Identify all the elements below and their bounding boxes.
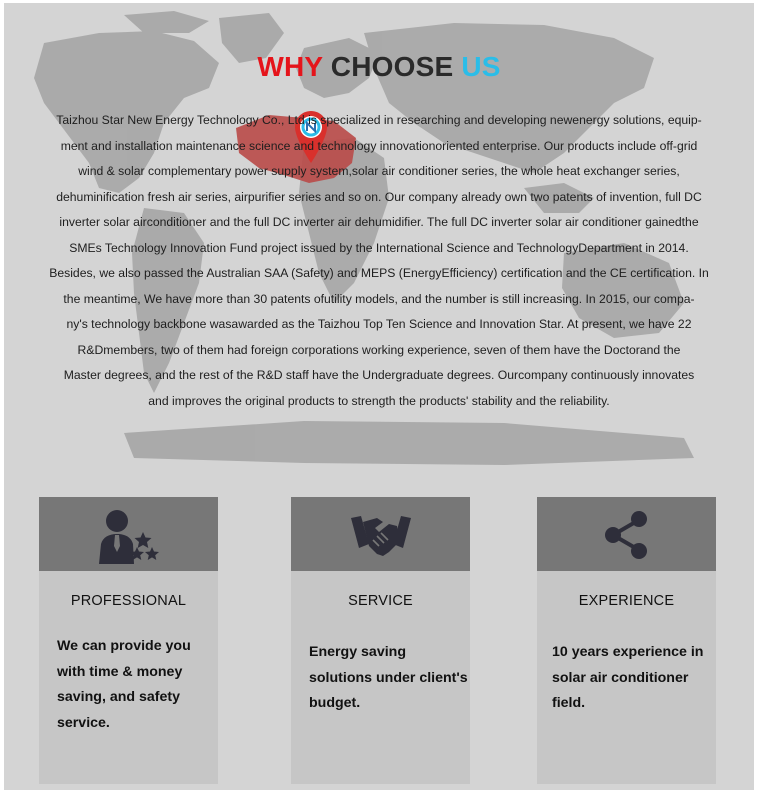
card-text-line: field.: [552, 695, 586, 711]
card-text-line: solar air conditioner: [552, 669, 689, 686]
card-experience: [537, 497, 716, 784]
intro-line: R&Dmembers, two of them had foreign corporations working experience, seven of them have the Doctorand the: [77, 342, 681, 357]
card-text-line: Energy saving: [309, 644, 406, 660]
card-header: [291, 497, 470, 571]
card-text-line: with time & money: [57, 663, 183, 680]
share-icon: [595, 504, 659, 566]
card-description: [57, 634, 191, 736]
person-stars-icon: [97, 504, 161, 566]
card-service: [291, 497, 470, 784]
intro-line: Master degrees, and the rest of the R&D staff have the Undergraduate degrees. Ourcompany continuously innovates: [63, 368, 695, 382]
card-header: [39, 497, 218, 571]
intro-line: the meantime, We have more than 30 patents ofutility models, and the number is still increasing. In 2015, our compa-: [63, 291, 695, 306]
intro-line: SMEs Technology Innovation Fund project issued by the International Science and TechnologyDepartment in 2014.: [69, 240, 689, 255]
intro-line: ny's technology backbone wasawarded as the Taizhou Top Ten Science and Innovation Star. At present, we have 22: [66, 317, 692, 331]
title-word-us: US: [461, 51, 501, 82]
intro-line: dehuminification fresh air series, airpurifier series and so on. Our company already own two patents of invention, full DC: [56, 189, 702, 204]
intro-line: Besides, we also passed the Australian SAA (Safety) and MEPS (EnergyEfficiency) certification and the CE certification. In: [49, 266, 709, 280]
intro-line: wind & solar complementary power supply system,solar air conditioner series, the whole heat exchanger series,: [78, 164, 680, 178]
company-intro-paragraph: [39, 108, 719, 414]
handshake-icon: [349, 504, 413, 566]
card-title: PROFESSIONAL: [70, 593, 187, 609]
card-text-line: saving, and safety: [57, 689, 181, 705]
card-text-line: 10 years experience in: [552, 644, 704, 660]
card-professional: [39, 497, 218, 784]
card-description: [552, 640, 703, 717]
intro-line: ment and installation maintenance science and technology innovationoriented enterprise. Our products include off-grid: [60, 138, 698, 153]
card-text-line: budget.: [309, 695, 361, 711]
card-title: SERVICE: [348, 593, 413, 609]
card-header: [537, 497, 716, 571]
feature-cards: [4, 497, 754, 787]
intro-line: Taizhou Star New Energy Technology Co., Ltd is specialized in researching and developing newenergy solutions, equip-: [56, 113, 702, 127]
card-description: [309, 640, 468, 717]
card-title: EXPERIENCE: [578, 593, 675, 609]
section-title: [4, 51, 754, 83]
card-text-line: service.: [57, 714, 110, 731]
title-word-why: WHY: [257, 51, 323, 82]
card-text-line: We can provide you: [57, 638, 191, 654]
card-text-line: solutions under client's: [309, 669, 468, 686]
title-word-choose: CHOOSE: [330, 51, 454, 82]
why-choose-us-section: [4, 3, 754, 790]
intro-line: and improves the original products to strength the products' stability and the reliability.: [148, 393, 610, 408]
intro-line: inverter solar airconditioner and the full DC inverter air dehumidifier. The full DC inverter solar air conditioner gainedthe: [59, 215, 699, 229]
